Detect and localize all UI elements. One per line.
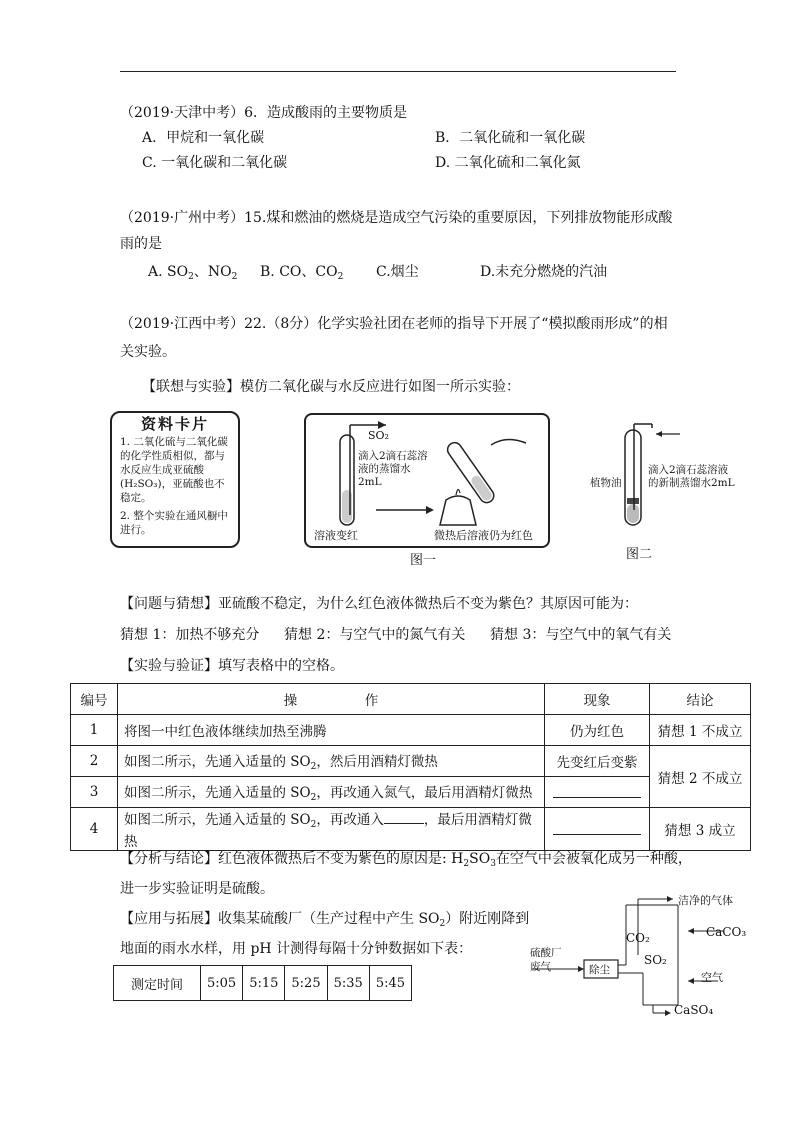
q2-option-d: D.未充分燃烧的汽油 — [480, 264, 608, 280]
row4-number: 4 — [71, 808, 118, 851]
q1-source: （2019·天津中考） — [120, 105, 245, 121]
table-row — [71, 746, 751, 777]
table-row — [71, 715, 751, 746]
ph-time-4: 5:35 — [327, 966, 369, 1001]
flow-diagram — [528, 895, 768, 1025]
header-operation: 操 作 — [118, 684, 545, 715]
row4-conclusion: 猜想 3 成立 — [650, 808, 751, 851]
q2-option-c: C.烟尘 — [376, 264, 419, 280]
header-phenomenon: 现象 — [545, 684, 650, 715]
guess-1: 猜想 1：加热不够充分 — [120, 627, 260, 643]
header-rule — [120, 71, 676, 72]
table-row — [71, 808, 751, 851]
q2-stem-line1 — [120, 209, 672, 227]
info-card-body2: 2. 整个实验在通风橱中进行。 — [120, 510, 228, 536]
row3-number: 3 — [71, 777, 118, 808]
row1-operation: 将图一中红色液体继续加热至沸腾 — [118, 715, 545, 746]
fig1-left-caption: 溶液变红 — [314, 529, 358, 542]
application-line1: 【应用与拓展】收集某硫酸厂（生产过程中产生 $SO_2$）附近刚降到 — [120, 911, 530, 929]
row1-number: 1 — [71, 715, 118, 746]
row2-phenomenon: 先变红后变紫 — [545, 746, 650, 777]
header-conclusion: 结论 — [650, 684, 751, 715]
row4-gas-blank[interactable] — [384, 811, 424, 824]
flow-caco3-label: CaCO₃ — [706, 925, 747, 939]
flow-clean-label: 洁净的气体 — [678, 894, 733, 907]
table-row — [114, 966, 412, 1001]
q1-option-a: A．甲烷和一氧化碳 — [142, 130, 265, 146]
q1-option-c: C. 一氧化碳和二氧化碳 — [142, 155, 288, 171]
table-row — [71, 777, 751, 808]
q2-text: 15.煤和燃油的燃烧是造成空气污染的重要原因，下列排放物能形成酸 — [244, 210, 673, 226]
q2-option-b: B. CO、$CO_2$ — [260, 264, 344, 282]
row2-conclusion: 猜想 2 不成立 — [650, 746, 751, 808]
table-header-row — [71, 684, 751, 715]
header-number: 编号 — [71, 684, 118, 715]
guess-2: 猜想 2：与空气中的氮气有关 — [284, 627, 466, 643]
row1-phenomenon: 仍为红色 — [545, 715, 650, 746]
verify-heading: 【实验与验证】填写表格中的空格。 — [120, 658, 344, 674]
row2-operation: 如图二所示，先通入适量的 $SO_2$，然后用酒精灯微热 — [118, 746, 545, 777]
question-heading: 【问题与猜想】亚硫酸不稳定，为什么红色液体微热后不变为紫色？其原因可能为： — [120, 596, 638, 612]
fig1-gas-label: SO₂ — [368, 429, 389, 442]
q3-text: 22.（8分）化学实验社团在老师的指导下开展了“模拟酸雨形成”的相 — [244, 316, 668, 332]
ph-time-5: 5:45 — [369, 966, 411, 1001]
row1-conclusion: 猜想 1 不成立 — [650, 715, 751, 746]
flow-plant-label: 硫酸厂 — [530, 947, 562, 959]
guess-3: 猜想 3：与空气中的氧气有关 — [490, 627, 672, 643]
row4-operation: 如图二所示，先通入适量的 $SO_2$，再改通入 ，最后用酒精灯微热 — [118, 808, 545, 851]
row4-phenomenon-blank[interactable] — [545, 808, 650, 851]
flow-waste-label: 废气 — [530, 961, 551, 973]
ph-time-1: 5:05 — [201, 966, 243, 1001]
fig2-oil-label: 植物油 — [590, 477, 622, 489]
q1-text: 6．造成酸雨的主要物质是 — [244, 105, 408, 121]
ph-time-3: 5:25 — [285, 966, 327, 1001]
row2-number: 2 — [71, 746, 118, 777]
fig1-right-caption: 微热后溶液仍为红色 — [434, 529, 533, 542]
flow-so2-label: SO₂ — [644, 953, 667, 967]
q2-option-a: A. $SO_2$、$NO_2$ — [148, 264, 238, 282]
info-card-body1: 1. 二氧化硫与二氧化碳的化学性质相似，都与水反应生成亚硫酸(H₂SO₃)，亚硫酸也不稳定。 — [120, 436, 228, 504]
flow-caso4-label: CaSO₄ — [674, 1003, 714, 1017]
q2-stem-line2: 雨的是 — [120, 236, 162, 252]
ph-time-2: 5:15 — [243, 966, 285, 1001]
ph-table-label: 测定时间 — [114, 966, 201, 1001]
flow-air-label: 空气 — [701, 971, 723, 984]
application-line2: 地面的雨水水样，用 pH 计测得每隔十分钟数据如下表： — [120, 941, 473, 957]
q1-stem — [120, 104, 407, 122]
fig2-drops-label: 滴入2滴石蕊溶液的新制蒸馏水2mL — [648, 464, 735, 489]
figure-one — [304, 413, 550, 548]
row3-operation: 如图二所示，先通入适量的 $SO_2$，再改通入氮气，最后用酒精灯微热 — [118, 777, 545, 808]
figure-one-label: 图一 — [410, 553, 437, 568]
figure-two-label: 图二 — [626, 547, 653, 562]
info-card — [110, 411, 240, 548]
q3-stem-line2: 关实验。 — [120, 344, 176, 360]
q3-stem-line1 — [120, 315, 668, 333]
q1-option-d: D. 二氧化硫和二氧化氮 — [435, 155, 581, 171]
analysis-line2: 进一步实验证明是硫酸。 — [120, 881, 274, 897]
flow-co2-label: CO₂ — [626, 931, 650, 945]
fig1-drops-label: 滴入2滴石蕊溶液的蒸馏水2mL — [358, 450, 428, 488]
q3-source: （2019·江西中考） — [120, 316, 245, 332]
row3-phenomenon-blank[interactable] — [545, 777, 650, 808]
analysis-line1: 【分析与结论】红色液体微热后不变为紫色的原因是: $H_2SO_3$在空气中会被氧化成另一种酸， — [120, 851, 692, 869]
q1-option-b: B．二氧化硫和一氧化碳 — [435, 130, 586, 146]
figure-two — [590, 420, 750, 550]
q2-source: （2019·广州中考） — [120, 210, 245, 226]
ph-table — [113, 965, 412, 1001]
flow-dust-label: 除尘 — [589, 964, 610, 976]
experiment-table — [70, 683, 751, 851]
info-card-title: 资料卡片 — [140, 415, 209, 433]
association-heading: 【联想与实验】模仿二氧化碳与水反应进行如图一所示实验： — [142, 379, 520, 395]
